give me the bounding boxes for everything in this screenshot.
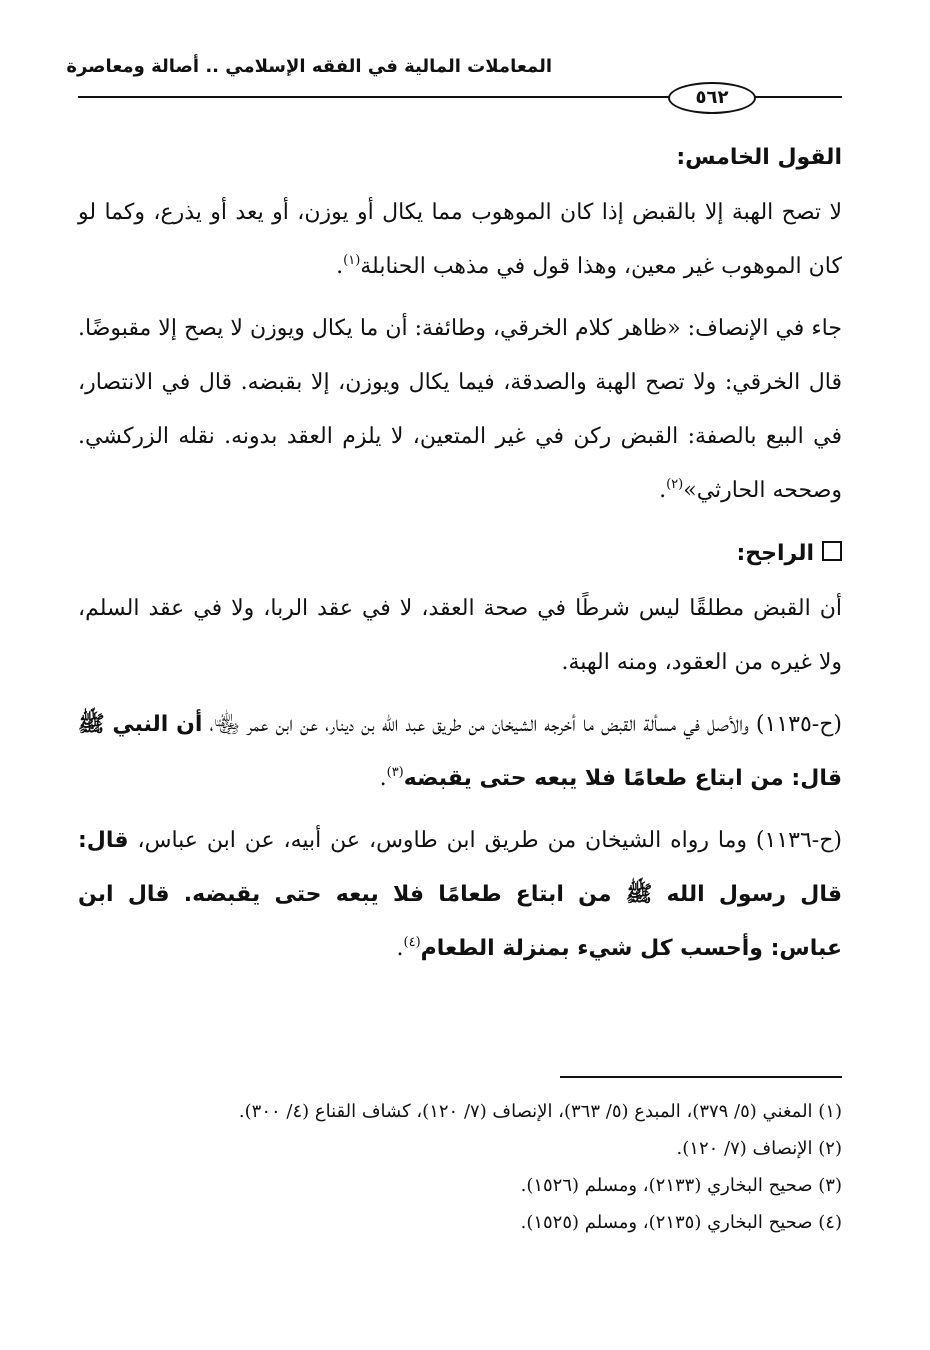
fifth-opinion-paragraph: لا تصح الهبة إلا بالقبض إذا كان الموهوب مما يكال أو يوزن، أو يعد أو يذرع، وكما لو كان الموهوب غير معين، وهذا قول في مذهب الحنابلة$^{(١)}$. (78, 200, 842, 279)
insaf-quote-paragraph: جاء في الإنصاف: «ظاهر كلام الخرقي، وطائفة: أن ما يكال ويوزن لا يصح إلا مقبوضًا. قال الخرقي: ولا تصح الهبة والصدقة، فيما يكال ويوزن، إلا بقبضه. قال في الانتصار، في البيع بالصفة: القبض ركن في غير المتعين، لا يلزم العقد بدونه. نقله الزركشي. وصححه الحارثي»$^{(٢)}$. (78, 316, 842, 503)
hadith-1135-paragraph: (ح-١١٣٥) والأصل في مسألة القبض ما أخرجه الشيخان من طريق عبد الله بن دينار، عن ابن عمر ﵄، أن النبي ﷺ قال: من ابتاع طعامًا فلا يبعه حتى يقبضه$^{(٣)}$. (78, 712, 842, 791)
preponderant-paragraph: أن القبض مطلقًا ليس شرطًا في صحة العقد، لا في عقد الربا، ولا في عقد السلم، ولا غيره من العقود، ومنه الهبة. (78, 596, 842, 675)
square-bullet-icon (822, 541, 842, 561)
footnote-2: (٢) الإنصاف (٧/ ١٢٠). (676, 1138, 842, 1159)
preponderant-heading: الراجح: (78, 526, 842, 582)
footnotes (78, 1093, 842, 1241)
fifth-opinion-heading: القول الخامس: (676, 145, 842, 170)
page-number: ٥٦٢ (668, 82, 756, 114)
running-header-title: المعاملات المالية في الفقه الإسلامي .. أصالة ومعاصرة (66, 56, 552, 77)
main-text (78, 130, 842, 976)
footnote-ref-4[interactable]: (٤) (403, 935, 421, 950)
footnote-3: (٣) صحيح البخاري (٢١٣٣)، ومسلم (١٥٢٦). (520, 1175, 842, 1196)
footnote-ref-2[interactable]: (٢) (666, 477, 684, 492)
hadith-1136-text: قال: قال رسول الله ﷺ من ابتاع طعامًا فلا يبعه حتى يقبضه. قال ابن عباس: وأحسب كل شيء بمنزلة الطعام (78, 828, 842, 961)
footnote-4: (٤) صحيح البخاري (٢١٣٥)، ومسلم (١٥٢٥). (520, 1212, 842, 1233)
footnote-ref-3[interactable]: (٣) (386, 765, 404, 780)
footnote-1: (١) المغني (٥/ ٣٧٩)، المبدع (٥/ ٣٦٣)، الإنصاف (٧/ ١٢٠)، كشاف القناع (٤/ ٣٠٠). (238, 1101, 842, 1122)
footnote-ref-1[interactable]: (١) (343, 253, 361, 268)
footnote-separator (560, 1076, 842, 1078)
hadith-1135-text: أن النبي ﷺ قال: من ابتاع طعامًا فلا يبعه حتى يقبضه (78, 712, 842, 791)
hadith-1136-paragraph: (ح-١١٣٦) وما رواه الشيخان من طريق ابن طاوس، عن أبيه، عن ابن عباس، قال: قال رسول الله ﷺ من ابتاع طعامًا فلا يبعه حتى يقبضه. قال ابن عباس: وأحسب كل شيء بمنزلة الطعام$^{(٤)}$. (78, 828, 842, 961)
